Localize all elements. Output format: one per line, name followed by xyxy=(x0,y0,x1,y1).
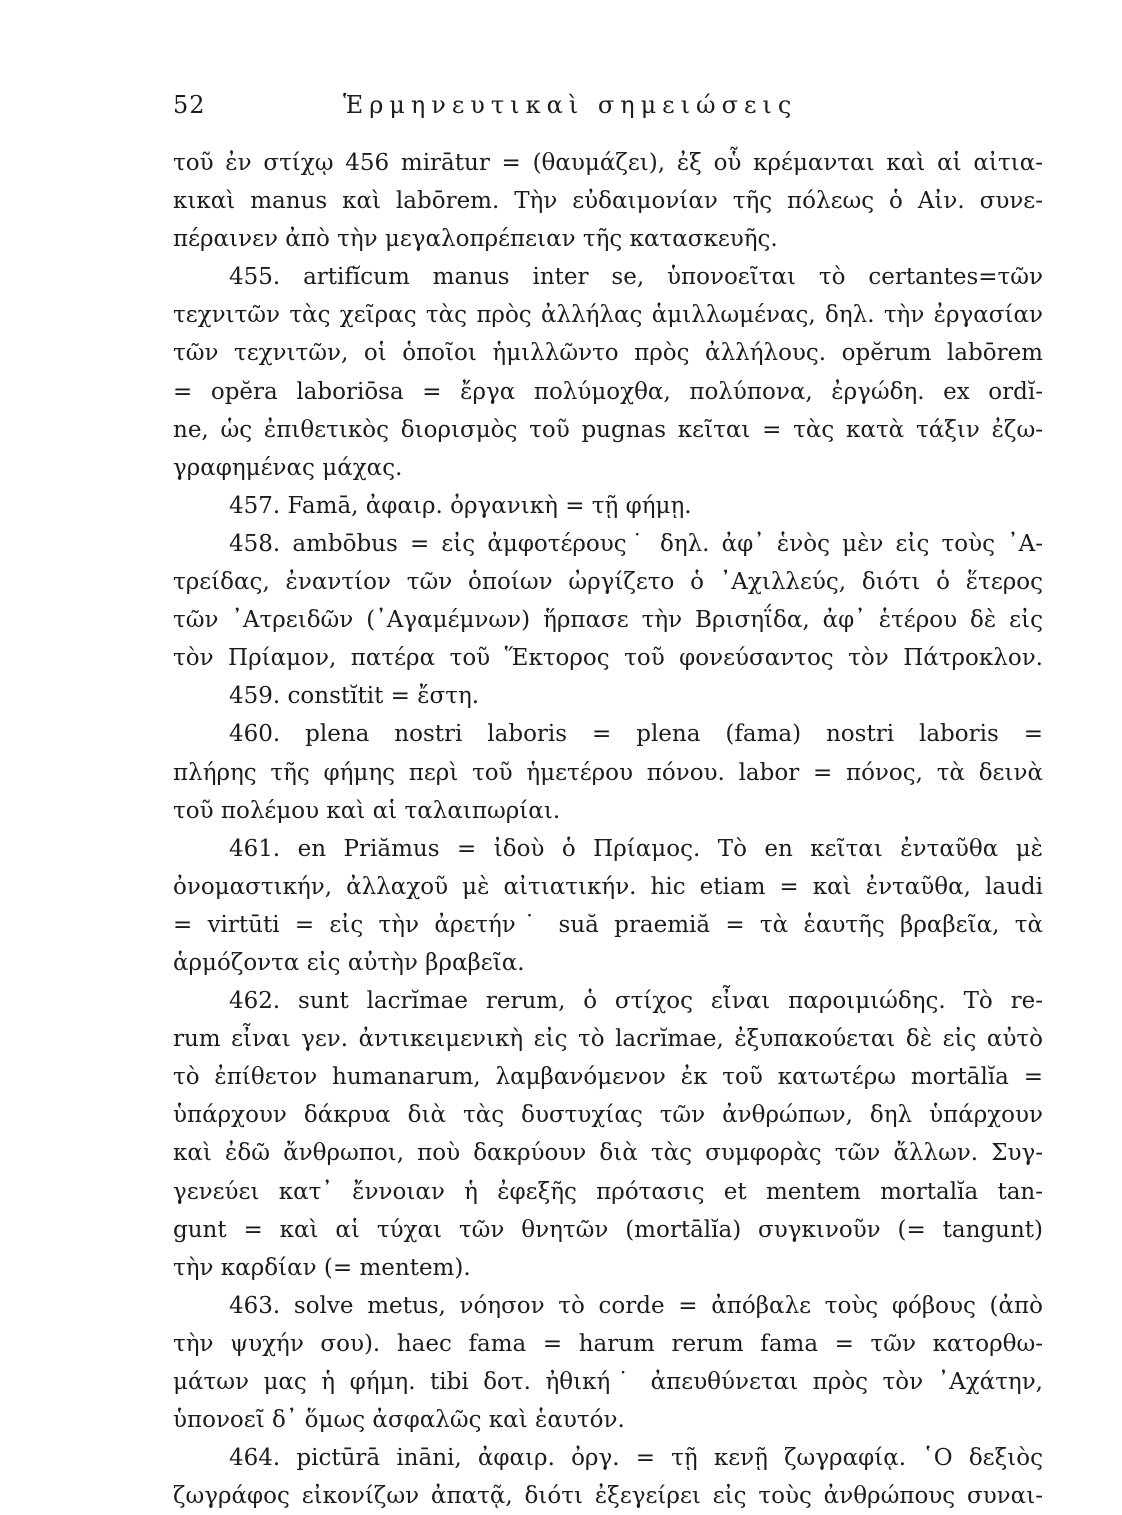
text-line: rum εἶναι γεν. ἀντικειμενικὴ εἰς τὸ lacrĭmae, ἐξυπακούεται δὲ εἰς αὐτὸ xyxy=(173,1026,1043,1053)
text-line: μάτων μας ἡ φήμη. tibi δοτ. ἠθική˙ ἀπευθύνεται πρὸς τὸν ᾿Αχάτην, xyxy=(173,1369,1043,1395)
text-line: 455. artifĭcum manus inter se, ὑπονοεῖται τὸ certantes=τῶν xyxy=(229,264,1043,291)
text-line: 460. plena nostri laboris = plena (fama) nostri laboris = xyxy=(229,721,1043,748)
text-line: 462. sunt lacrĭmae rerum, ὁ στίχος εἶναι παροιμιώδης. Τὸ re- xyxy=(229,988,1043,1015)
text-line: ὀνομαστικήν, ἀλλαχοῦ μὲ αἰτιατικήν. hic etiam = καὶ ἐνταῦθα, laudi xyxy=(173,873,1043,900)
text-line: 457. Famā, ἀφαιρ. ὀργανικὴ = τῇ φήμῃ. xyxy=(229,492,692,519)
text-line: ζωγράφος εἰκονίζων ἀπατᾷ, διότι ἐξεγείρει εἰς τοὺς ἀνθρώπους συναι- xyxy=(173,1483,1043,1510)
text-line: gunt = καὶ αἱ τύχαι τῶν θνητῶν (mortālĭa) συγκινοῦν (= tangunt) xyxy=(173,1216,1043,1243)
running-title: Ἑρμηνευτικαὶ σημειώσεις xyxy=(343,91,798,119)
text-line: = opĕra laboriōsa = ἔργα πολύμοχθα, πολύπονα, ἐργώδη. ex ordĭ- xyxy=(173,378,1043,405)
text-line: καὶ ἐδῶ ἄνθρωποι, ποὺ δακρύουν διὰ τὰς συμφορὰς τῶν ἄλλων. Συγ- xyxy=(173,1140,1043,1167)
text-line: ἁρμόζοντα εἰς αὐτὴν βραβεῖα. xyxy=(173,949,525,976)
text-line: πέραινεν ἀπὸ τὴν μεγαλοπρέπειαν τῆς κατασκευῆς. xyxy=(173,226,778,253)
text-line: 461. en Priămus = ἰδοὺ ὁ Πρίαμος. Τὸ en κεῖται ἐνταῦθα μὲ xyxy=(229,835,1043,862)
text-line: 463. solve metus, νόησον τὸ corde = ἀπόβαλε τοὺς φόβους (ἀπὸ xyxy=(229,1292,1043,1319)
text-line: 464. pictūrā ināni, ἀφαιρ. ὀργ. = τῇ κενῇ ζωγραφίᾳ. ῾Ο δεξιὸς xyxy=(229,1445,1043,1472)
page-number: 52 xyxy=(173,91,206,119)
text-line: 459. constĭtit = ἔστη. xyxy=(229,683,480,710)
text-line: τῶν τεχνιτῶν, οἱ ὁποῖοι ἡμιλλῶντο πρὸς ἀλλήλους. opĕrum labōrem xyxy=(173,340,1043,367)
text-line: τῶν ᾿Ατρειδῶν (᾿Αγαμέμνων) ἥρπασε τὴν Βρισηΐδα, ἀφ᾽ ἑτέρου δὲ εἰς xyxy=(173,607,1043,634)
text-line: τοῦ ἐν στίχῳ 456 mirātur = (θαυμάζει), ἐξ οὗ κρέμανται καὶ αἱ αἰτια- xyxy=(173,150,1043,176)
text-line: τὴν ψυχήν σου). haec fama = harum rerum fama = τῶν κατορθω- xyxy=(173,1330,1043,1357)
text-line: κικαὶ manus καὶ labōrem. Τὴν εὐδαιμονίαν τῆς πόλεως ὁ Αἰν. συνε- xyxy=(173,188,1043,215)
text-line: τὸ ἐπίθετον humanarum, λαμβανόμενον ἐκ τοῦ κατωτέρω mortālĭa = xyxy=(173,1064,1043,1091)
text-line: πλήρης τῆς φήμης περὶ τοῦ ἡμετέρου πόνου. labor = πόνος, τὰ δεινὰ xyxy=(173,759,1043,786)
text-line: τρείδας, ἐναντίον τῶν ὁποίων ὠργίζετο ὁ ᾿Αχιλλεύς, διότι ὁ ἕτερος xyxy=(173,569,1043,596)
commentary-text xyxy=(173,144,1043,1515)
text-line: = virtūti = εἰς τὴν ἀρετήν˙ suă praemiă = τὰ ἑαυτῆς βραβεῖα, τὰ xyxy=(173,911,1043,938)
text-line: ne, ὡς ἐπιθετικὸς διορισμὸς τοῦ pugnas κεῖται = τὰς κατὰ τάξιν ἐζω- xyxy=(173,416,1043,443)
page-header xyxy=(173,85,1053,125)
text-line: τοῦ πολέμου καὶ αἱ ταλαιπωρίαι. xyxy=(173,797,561,824)
text-line: γενεύει κατ᾽ ἔννοιαν ἡ ἐφεξῆς πρότασις et mentem mortalĭa tan- xyxy=(173,1178,1043,1205)
text-line: τὴν καρδίαν (= mentem). xyxy=(173,1254,471,1281)
text-line: ὑπονοεῖ δ᾽ ὅμως ἀσφαλῶς καὶ ἑαυτόν. xyxy=(173,1407,625,1434)
text-line: τεχνιτῶν τὰς χεῖρας τὰς πρὸς ἀλλήλας ἁμιλλωμένας, δηλ. τὴν ἐργασίαν xyxy=(173,302,1043,329)
text-line: ὑπάρχουν δάκρυα διὰ τὰς δυστυχίας τῶν ἀνθρώπων, δηλ ὑπάρχουν xyxy=(173,1102,1043,1129)
text-line: τὸν Πρίαμον, πατέρα τοῦ Ἕκτορος τοῦ φονεύσαντος τὸν Πάτροκλον. xyxy=(173,645,1043,672)
text-line: 458. ambōbus = εἰς ἀμφοτέρους˙ δηλ. ἀφ᾽ ἑνὸς μὲν εἰς τοὺς ᾿Α- xyxy=(229,530,1043,557)
text-line: γραφημένας μάχας. xyxy=(173,454,403,481)
